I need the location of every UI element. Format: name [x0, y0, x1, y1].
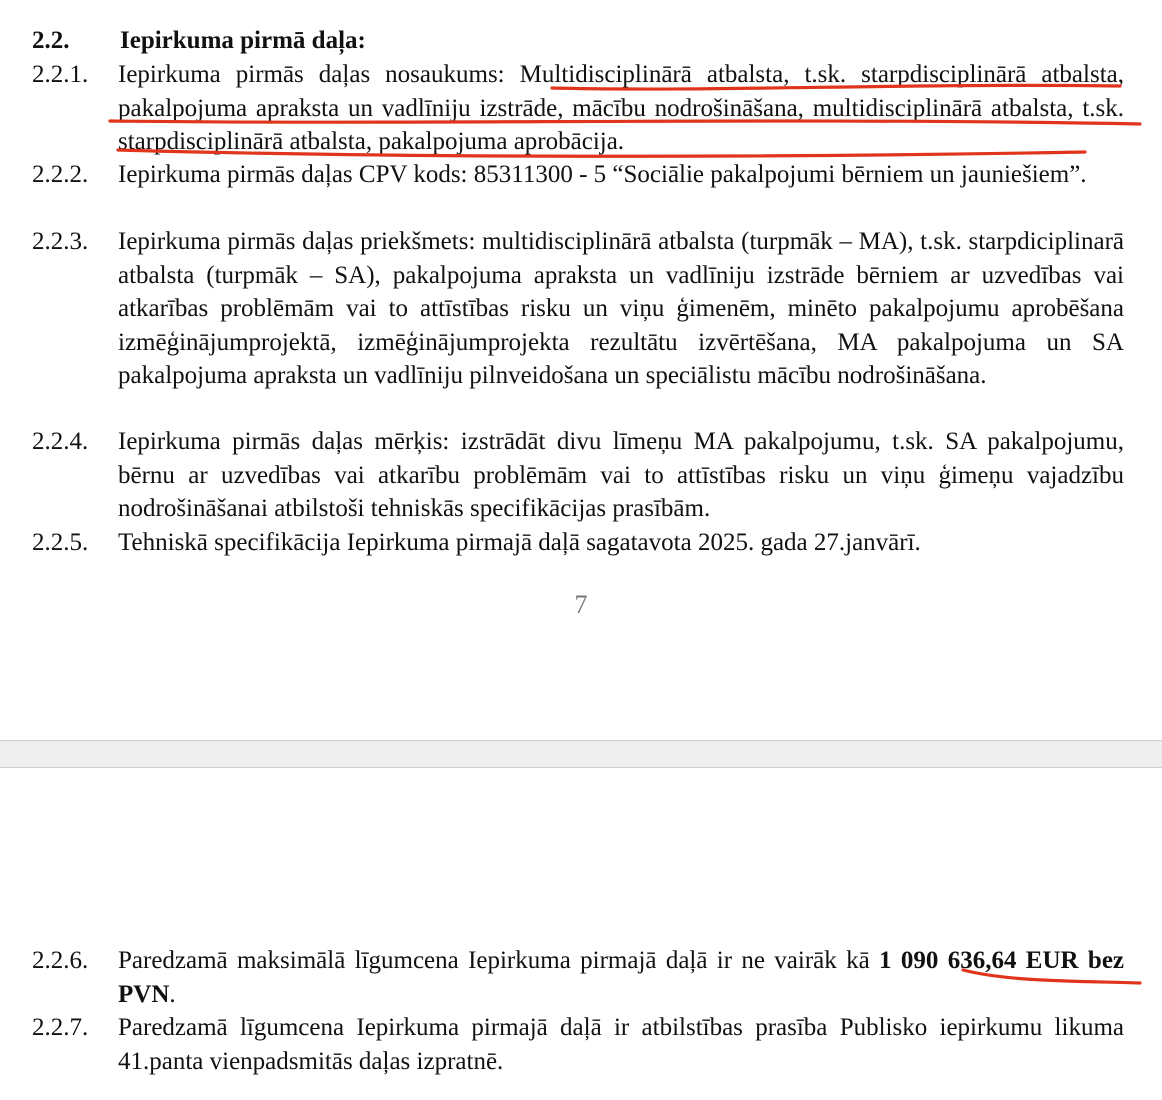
clause-text: Iepirkuma pirmās daļas mērķis: izstrādāt divu līmeņu MA pakalpojumu, t.sk. SA pakalpojumu, bērnu ar uzvedības vai atkarību problēmām vai to attīstības risku un viņu ģimeņu vajadzību nodrošināšanai atbilstoši tehniskās specifikācijas prasībām.	[118, 428, 1124, 522]
clause-2-2-5	[32, 526, 1124, 560]
section-number: 2.2.	[32, 27, 70, 54]
clause-number: 2.2.4.	[32, 428, 89, 455]
clause-number: 2.2.1.	[32, 61, 89, 88]
page-number: 7	[574, 590, 588, 619]
clause-2-2-1	[32, 58, 1124, 159]
clause-end: .	[169, 980, 176, 1008]
clause-text: Iepirkuma pirmās daļas nosaukums: Multidisciplinārā atbalsta, t.sk. starpdisciplinārā atbalsta, pakalpojuma apraksta un vadlīniju izstrāde, mācību nodrošināšana, multidisciplinārā atbalsta, t.sk. starpdisciplinārā atbalsta, pakalpojuma aprobācija.	[118, 61, 1124, 155]
clause-text-before: Paredzamā maksimālā līgumcena Iepirkuma pirmajā daļā ir ne vairāk kā	[118, 947, 880, 974]
clause-2-2-2	[32, 158, 1124, 192]
contract-amount: 1 090 636,64	[879, 947, 1017, 974]
clause-2-2-3	[32, 225, 1124, 393]
clause-text	[118, 944, 1124, 1011]
clause-text: Iepirkuma pirmās daļas CPV kods: 85311300 - 5 “Sociālie pakalpojumi bērniem un jauniešiem”.	[118, 161, 1087, 188]
document-page-2	[0, 768, 1162, 1100]
clause-2-2-6	[32, 944, 1124, 1011]
clause-number: 2.2.2.	[32, 161, 89, 188]
clause-2-2-4	[32, 425, 1124, 526]
section-heading	[32, 24, 366, 58]
clause-2-2-7	[32, 1011, 1124, 1078]
clause-text: Paredzamā līgumcena Iepirkuma pirmajā daļā ir atbilstības prasība Publisko iepirkumu likuma 41.panta vienpadsmitās daļas izpratnē.	[118, 1014, 1124, 1075]
clause-number: 2.2.5.	[32, 529, 89, 556]
page-gap	[0, 740, 1162, 768]
amount-suffix: EUR bez PVN	[118, 947, 1125, 1008]
clause-text: Iepirkuma pirmās daļas priekšmets: multidisciplinārā atbalsta (turpmāk – MA), t.sk. starpdiciplinarā atbalsta (turpmāk – SA), pakalpojuma apraksta un vadlīniju izstrāde bērniem ar uzvedības vai atkarības problēmām vai to attīstības risku un viņu ģimenēm, minēto pakalpojumu aprobēšana izmēģinājumprojektā, izmēģinājumprojekta rezultātu izvērtēšana, MA pakalpojuma un SA pakalpojuma apraksta un vadlīniju pilnveidošana un speciālistu mācību nodrošināšana.	[118, 228, 1124, 389]
clause-number: 2.2.6.	[32, 947, 89, 974]
section-title: Iepirkuma pirmā daļa:	[120, 27, 366, 54]
clause-text: Tehniskā specifikācija Iepirkuma pirmajā daļā sagatavota 2025. gada 27.janvārī.	[118, 529, 921, 556]
clause-number: 2.2.7.	[32, 1014, 89, 1041]
clause-number: 2.2.3.	[32, 228, 89, 255]
